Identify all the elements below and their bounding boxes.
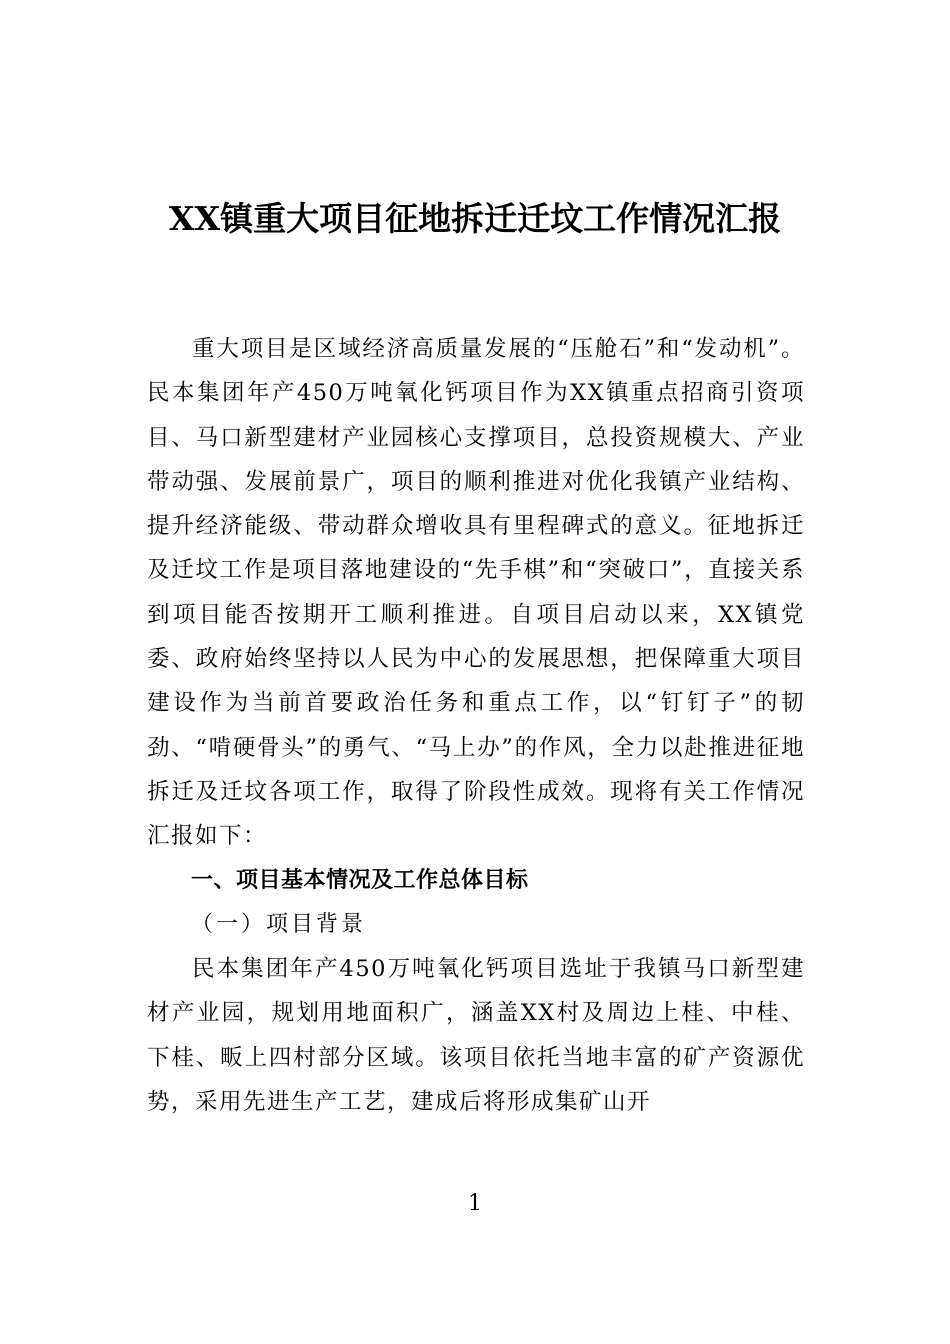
page-number: 1: [468, 1191, 482, 1216]
subsection-heading: （一）项目背景: [191, 911, 367, 937]
subsection-paragraph: 民本集团年产450万吨氧化钙项目选址于我镇马口新型建材产业园，规划用地面积广，涵盖XX村及周边上桂、中桂、下桂、畈上四村部分区域。该项目依托当地丰富的矿产资源优势，采用先进生产工艺，建成后将形成集矿山开: [147, 956, 805, 1116]
document-title: XX镇重大项目征地拆迁迁坟工作情况汇报: [168, 199, 782, 238]
intro-paragraph: 重大项目是区域经济高质量发展的“压舱石”和“发动机”。民本集团年产450万吨氧化钙项目作为XX镇重点招商引资项目、马口新型建材产业园核心支撑项目，总投资规模大、产业带动强、发展前景广，项目的顺利推进对优化我镇产业结构、提升经济能级、带动群众增收具有里程碑式的意义。征地拆迁及迁坟工作是项目落地建设的“先手棋”和“突破口”，直接关系到项目能否按期开工顺利推进。自项目启动以来，XX镇党委、政府始终坚持以人民为中心的发展思想，把保障重大项目建设作为当前首要政治任务和重点工作，以“钉钉子”的韧劲、“啃硬骨头”的勇气、“马上办”的作风，全力以赴推进征地拆迁及迁坟各项工作，取得了阶段性成效。现将有关工作情况汇报如下：: [147, 336, 805, 850]
section-heading: 一、项目基本情况及工作总体目标: [191, 867, 529, 893]
document-body: [147, 327, 805, 1124]
